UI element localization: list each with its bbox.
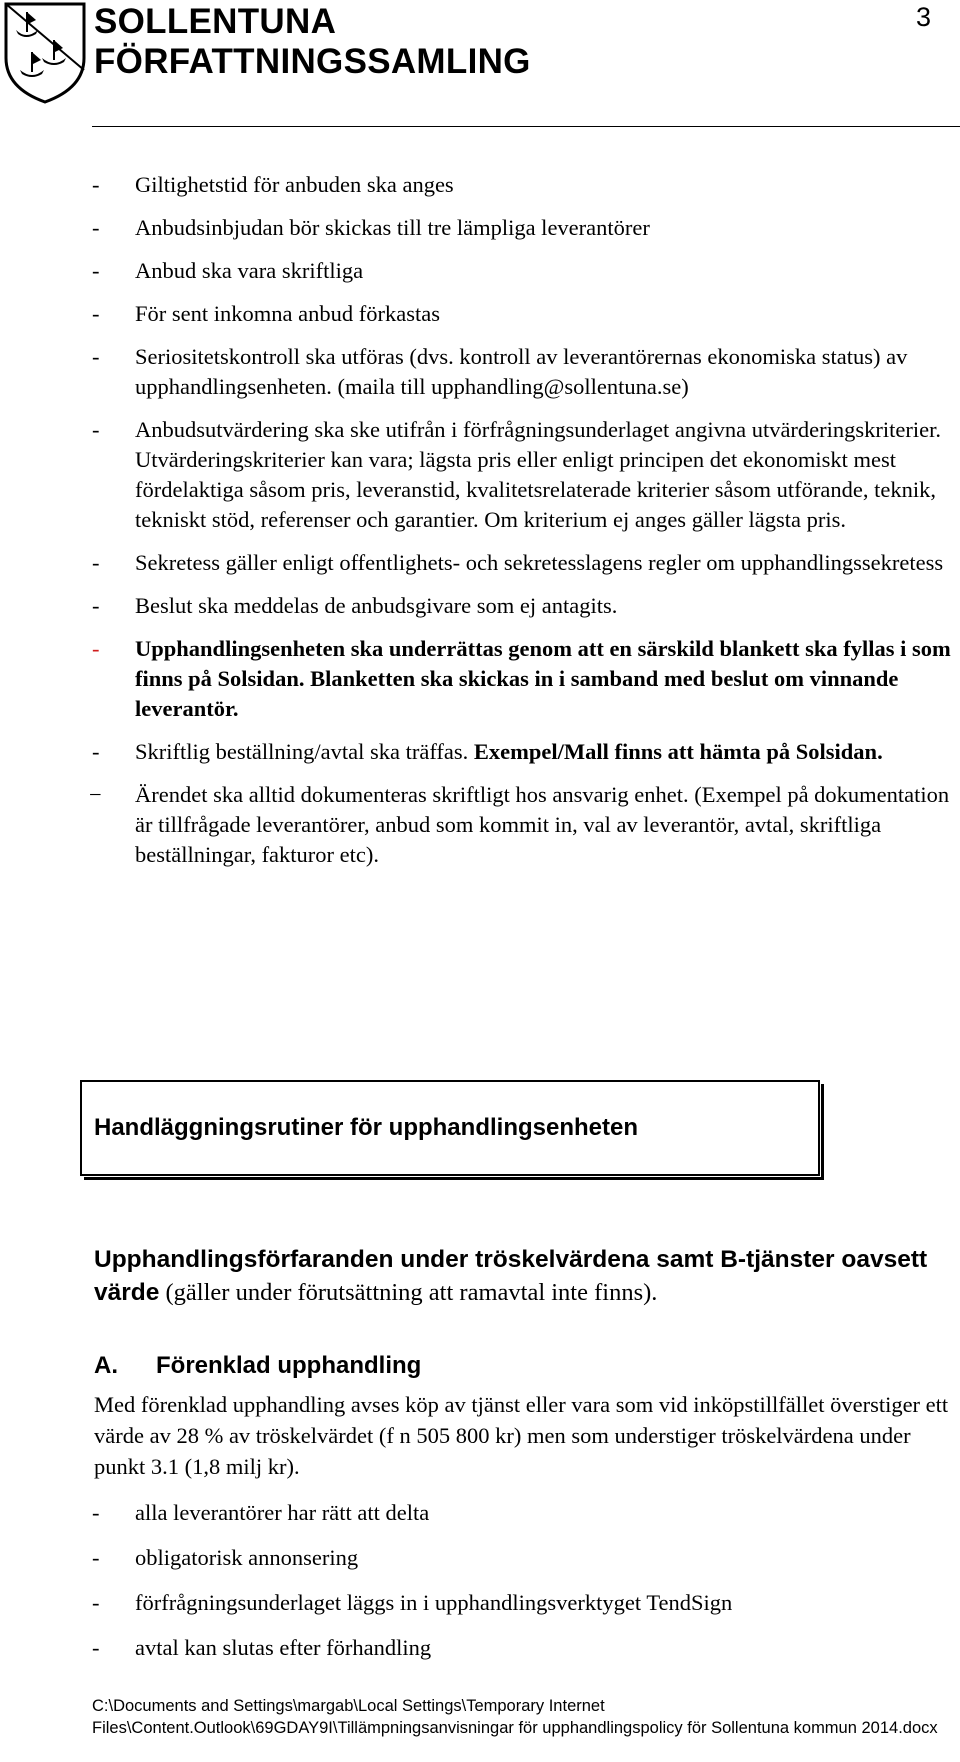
list-item: − Ärendet ska alltid dokumenteras skriftligt hos ansvarig enhet. (Exempel på dokumentation är tillfrågade leverantörer, anbud som kommit in, val av leverantör, avtal, skriftliga beställningar, fakturor etc). [89, 782, 950, 867]
subheading-note: (gäller under förutsättning att ramavtal inte finns). [159, 1279, 658, 1306]
list-item: - Anbudsutvärdering ska ske utifrån i förfrågningsunderlaget angivna utvärderingskriterier. Utvärderingskriterier kan vara; lägsta pris eller enligt principen det ekonomiskt mest fördelaktiga såsom pris, leveranstid, kvalitetsrelaterade kriterier såsom utförande, teknik, tekniskt stöd, referenser och garantier. Om kriterium ej anges gäller lägsta pris. [92, 417, 942, 532]
list-item: - Seriositetskontroll ska utföras (dvs. kontroll av leverantörernas ekonomiska status) av upphandlingsenheten. (maila till upphandling@sollentuna.se) [92, 344, 908, 399]
header-divider [92, 126, 960, 127]
list-item: - Sekretess gäller enligt offentlighets- och sekretesslagens regler om upphandlingssekretess [92, 550, 944, 575]
box-heading: Handläggningsrutiner för upphandlingsenheten [94, 1114, 638, 1141]
procurement-list [92, 1498, 954, 1678]
title-line-1: SOLLENTUNA [94, 2, 337, 41]
rules-list [89, 170, 954, 883]
page-number: 3 [916, 2, 932, 32]
subheading [94, 1243, 954, 1309]
list-item: - Beslut ska meddelas de anbudsgivare som ej antagits. [92, 593, 618, 618]
section-paragraph: Med förenklad upphandling avses köp av tjänst eller vara som vid inköpstillfället överstiger ett värde av 28 % av tröskelvärdet (f n 505 800 kr) men som understiger tröskelvärdena under punkt 3.1 (1,8 milj kr). [94, 1392, 949, 1479]
list-item: - alla leverantörer har rätt att delta [92, 1500, 430, 1525]
section-heading [94, 1352, 421, 1380]
list-item: - avtal kan slutas efter förhandling [92, 1635, 432, 1660]
list-item: - obligatorisk annonsering [92, 1545, 359, 1570]
list-item: - Anbud ska vara skriftliga [92, 258, 364, 283]
list-item: - Anbudsinbjudan bör skickas till tre lämpliga leverantörer [92, 215, 650, 240]
title-line-2: FÖRFATTNINGSSAMLING [94, 42, 531, 81]
list-item: - Giltighetstid för anbuden ska anges [92, 172, 454, 197]
list-item: - För sent inkomna anbud förkastas [92, 301, 440, 326]
list-item: - Skriftlig beställning/avtal ska träffas. Exempel/Mall finns att hämta på Solsidan. [92, 739, 883, 764]
publication-title [94, 2, 531, 82]
file-path-footer: C:\Documents and Settings\margab\Local Settings\Temporary Internet Files\Content.Outlook\69GDAY9I\Tillämpningsanvisningar för upphandlingspolicy för Sollentuna kommun 2014.docx [92, 1697, 938, 1737]
section-title: Förenklad upphandling [156, 1352, 422, 1379]
list-item-highlighted: - Upphandlingsenheten ska underrättas genom att en särskild blankett ska fyllas i som finns på Solsidan. Blanketten ska skickas in i samband med beslut om vinnande leverantör. [92, 636, 951, 721]
coat-of-arms-icon [2, 0, 88, 104]
subheading-bold: Upphandlingsförfaranden under tröskelvärdena samt B-tjänster oavsett värde [94, 1246, 928, 1306]
section-letter: A. [94, 1352, 118, 1379]
list-item: - förfrågningsunderlaget läggs in i upphandlingsverktyget TendSign [92, 1590, 733, 1615]
